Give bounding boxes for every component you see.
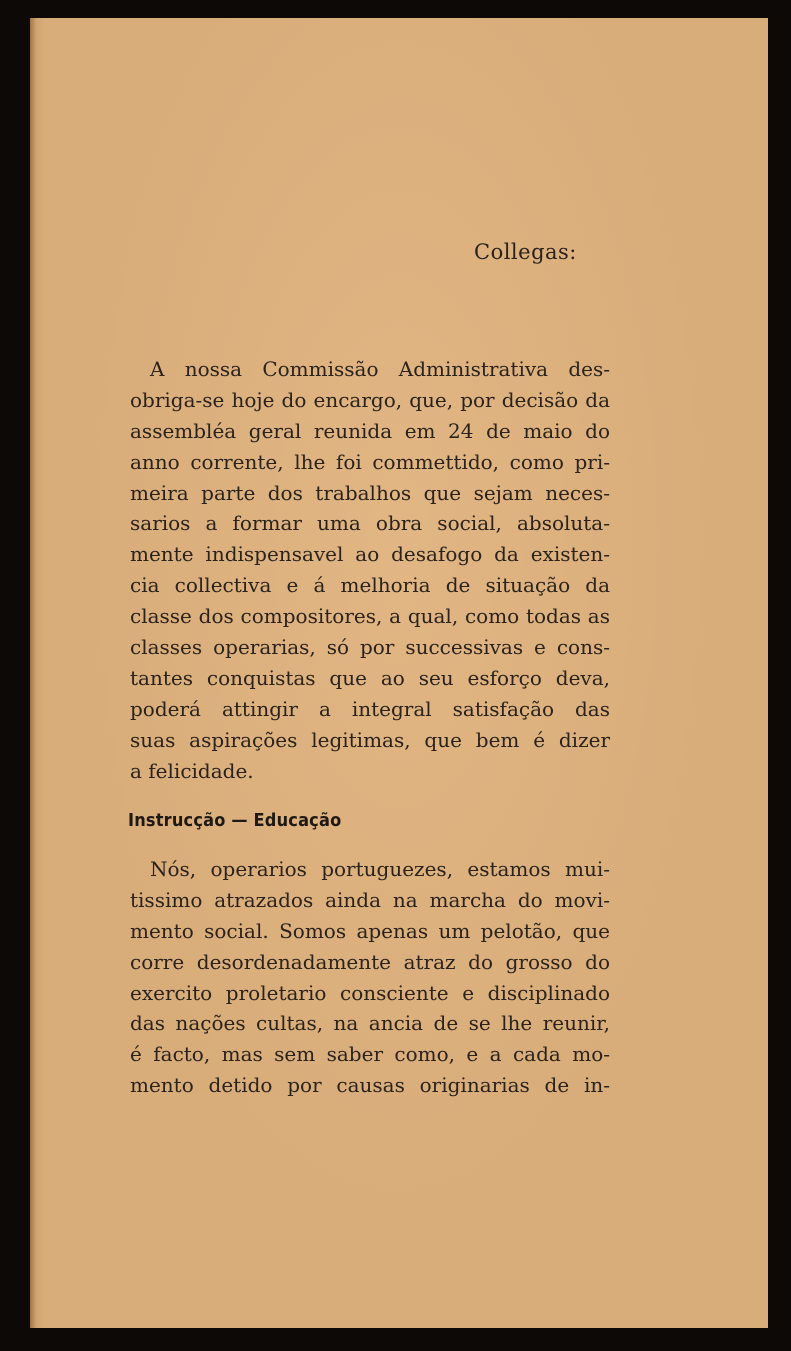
text-line: anno corrente, lhe foi commettido, como pri- <box>130 449 610 474</box>
section-heading: Instrucção — Educação <box>128 810 342 831</box>
text-line: obriga-se hoje do encargo, que, por decisão da <box>130 387 610 412</box>
document-page <box>30 18 768 1328</box>
text-line: tantes conquistas que ao seu esforço deva, <box>130 665 610 690</box>
text-line: cia collectiva e á melhoria de situação da <box>130 573 610 598</box>
text-line: exercito proletario consciente e disciplinado <box>130 980 610 1005</box>
text-line: meira parte dos trabalhos que sejam neces- <box>130 480 610 505</box>
text-line: corre desordenadamente atraz do grosso do <box>130 949 610 974</box>
salutation: Collegas: <box>474 240 577 264</box>
text-line: A nossa Commissão Administrativa des- <box>150 357 610 381</box>
paragraph-instruction <box>130 854 610 1101</box>
text-line: Nós, operarios portuguezes, estamos mui- <box>150 857 610 881</box>
text-line: a felicidade. <box>130 758 254 783</box>
text-line: é facto, mas sem saber como, e a cada mo- <box>130 1042 610 1067</box>
paragraph-introduction <box>130 354 610 786</box>
text-line: assembléa geral reunida em 24 de maio do <box>130 418 610 443</box>
text-line: mento detido por causas originarias de in- <box>130 1073 610 1098</box>
text-line: das nações cultas, na ancia de se lhe reunir, <box>130 1011 610 1036</box>
text-line: classes operarias, só por successivas e cons- <box>130 635 610 660</box>
text-line: sarios a formar uma obra social, absoluta- <box>130 511 610 536</box>
text-line: tissimo atrazados ainda na marcha do movi- <box>130 887 610 912</box>
text-line: poderá attingir a integral satisfação das <box>130 696 610 721</box>
text-line: mente indispensavel ao desafogo da existen- <box>130 542 610 567</box>
text-line: mento social. Somos apenas um pelotão, que <box>130 918 610 943</box>
text-line: suas aspirações legitimas, que bem é dizer <box>130 727 610 752</box>
text-line: classe dos compositores, a qual, como todas as <box>130 604 610 629</box>
page-edge-shadow <box>30 18 36 1328</box>
